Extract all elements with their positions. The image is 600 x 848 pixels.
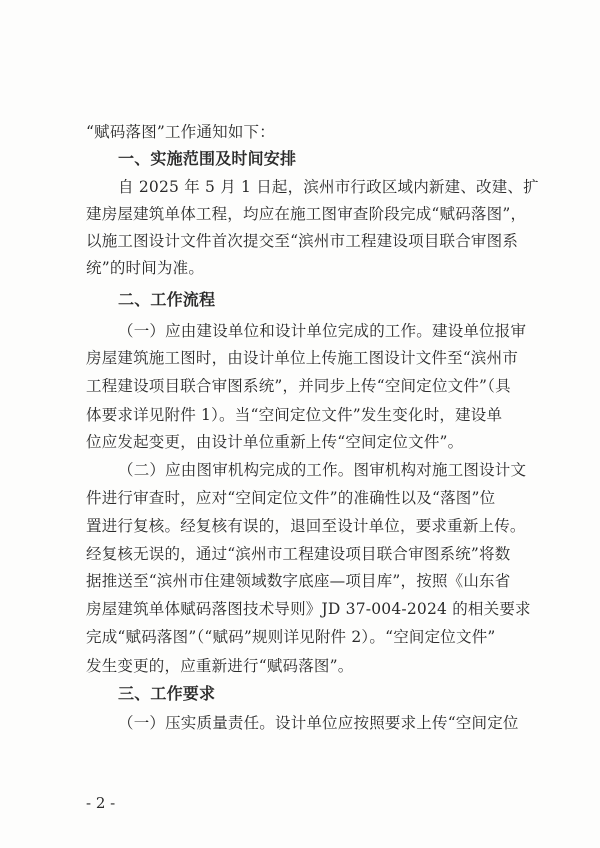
paragraph-line: 据推送至“滨州市住建领域数字底座—项目库”，按照《山东省	[86, 572, 511, 590]
paragraph-line: 位应发起变更，由设计单位重新上传“空间定位文件”。	[86, 433, 464, 451]
paragraph-line: 置进行复核。经复核有误的，退回至设计单位，要求重新上传。	[86, 517, 526, 535]
paragraph-line: （二）应由图审机构完成的工作。图审机构对施工图设计文	[118, 461, 527, 479]
paragraph-line: （一）应由建设单位和设计单位完成的工作。建设单位报审	[118, 322, 527, 340]
section-heading-2: 二、工作流程	[118, 290, 216, 309]
intro-line: “赋码落图”工作通知如下：	[86, 123, 275, 141]
paragraph-line: 发生变更的，应重新进行“赋码落图”。	[86, 657, 354, 675]
paragraph-line: 体要求详见附件 1）。当“空间定位文件”发生变化时，建设单	[86, 406, 503, 424]
paragraph-line: 经复核无误的，通过“滨州市工程建设项目联合审图系统”将数	[86, 545, 511, 563]
paragraph-line: 自 2025 年 5 月 1 日起，滨州市行政区域内新建、改建、扩	[118, 178, 539, 196]
paragraph-line: 建房屋建筑单体工程，均应在施工图审查阶段完成“赋码落图”，	[86, 205, 527, 223]
paragraph-line: 房屋建筑单体赋码落图技术导则》JD 37-004-2024 的相关要求	[86, 600, 531, 618]
section-heading-1: 一、实施范围及时间安排	[118, 149, 297, 168]
paragraph-line: 件进行审查时，应对“空间定位文件”的准确性以及“落图”位	[86, 489, 496, 507]
page-number: - 2 -	[86, 794, 116, 812]
paragraph-line: 以施工图设计文件首次提交至“滨州市工程建设项目联合审图系	[86, 232, 519, 250]
paragraph-line: 统”的时间为准。	[86, 259, 205, 277]
section-heading-3: 三、工作要求	[118, 684, 216, 703]
paragraph-line: 工程建设项目联合审图系统”，并同步上传“空间定位文件”（具	[86, 377, 511, 395]
paragraph-line: （一）压实质量责任。设计单位应按照要求上传“空间定位	[118, 714, 519, 732]
paragraph-line: 完成“赋码落图”（“赋码”规则详见附件 2）。“空间定位文件”	[86, 628, 496, 646]
paragraph-line: 房屋建筑施工图时，由设计单位上传施工图设计文件至“滨州市	[86, 349, 519, 367]
